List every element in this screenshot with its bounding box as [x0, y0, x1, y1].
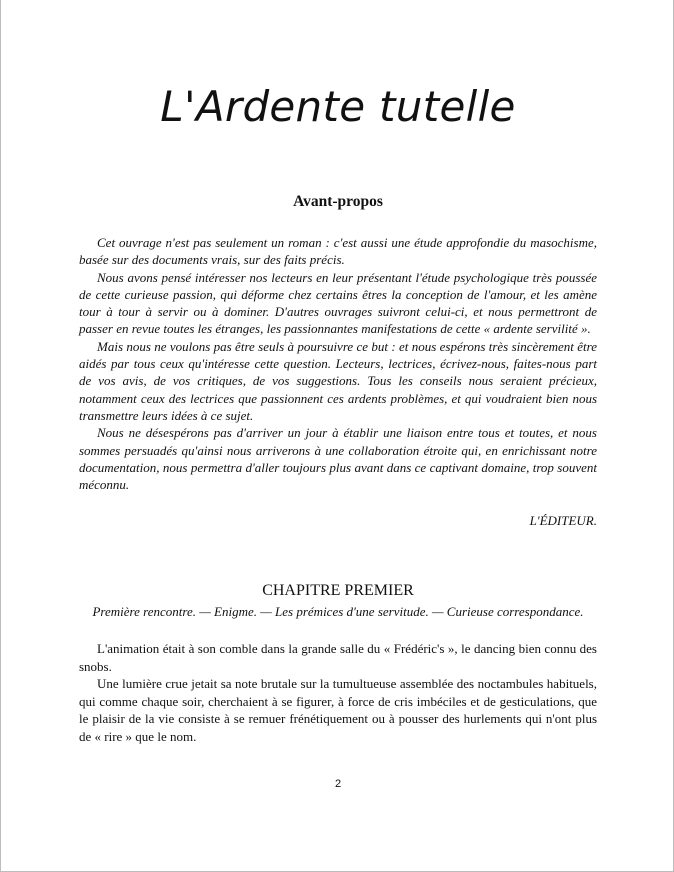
foreword-paragraph: Nous avons pensé intéresser nos lecteurs en leur présentant l'étude psychologique très poussée de cette curieuse passion, qui déforme chez certains êtres la conception de l'amour, et les amène tour à tour à servir ou à dominer. D'autres ouvrages suivront celui-ci, et nous permettront de passer en revue toutes les étranges, les passionnantes manifestations de cette « ardente servilité ». [79, 269, 597, 337]
chapter-paragraph: L'animation était à son comble dans la grande salle du « Frédéric's », le dancing bien connu des snobs. [79, 641, 597, 674]
foreword-text [79, 234, 597, 493]
chapter-body [79, 640, 597, 746]
foreword-paragraph: Nous ne désespérons pas d'arriver un jour à établir une liaison entre tous et toutes, et nous sommes persuadés qu'ainsi nous arriverons à une collaboration étroite qui, en enrichissant notre documentation, nous permettra d'aller toujours plus avant dans ce captivant domaine, trop souvent méconnu. [79, 425, 597, 493]
chapter-summary: Première rencontre. — Enigme. — Les prémices d'une servitude. — Curieuse correspondance. [92, 604, 584, 619]
page-number: 2 [334, 778, 342, 790]
chapter-paragraph: Une lumière crue jetait sa note brutale sur la tumultueuse assemblée des noctambules habituels, qui comme chaque soir, cherchaient à se figurer, à force de cris imbéciles et de gesticulations, que le plaisir de la vie consiste à se remuer frénétiquement ou à pousser des hurlements qui n'ont plus de « rire » que le nom. [79, 676, 597, 744]
editor-signature: L'ÉDITEUR. [529, 513, 597, 528]
chapter-heading: CHAPITRE PREMIER [262, 582, 414, 599]
foreword-paragraph: Mais nous ne voulons pas être seuls à poursuivre ce but : et nous espérons très sincèrement être aidés par tous ceux qu'intéresse cette question. Lecteurs, lectrices, écrivez-nous, faites-nous part de vos avis, de vos critiques, de vos suggestions. Tous les conseils nous seraient précieux, notamment ceux des lectrices que passionnent ces ardents problèmes, et qui voudraient bien nous transmettre leurs idées à ce sujet. [79, 338, 597, 423]
foreword-paragraph: Cet ouvrage n'est pas seulement un roman : c'est aussi une étude approfondie du masochisme, basée sur des documents vrais, sur des faits précis. [79, 235, 597, 268]
book-title: L'Ardente tutelle [160, 82, 516, 131]
foreword-heading: Avant-propos [293, 193, 383, 210]
